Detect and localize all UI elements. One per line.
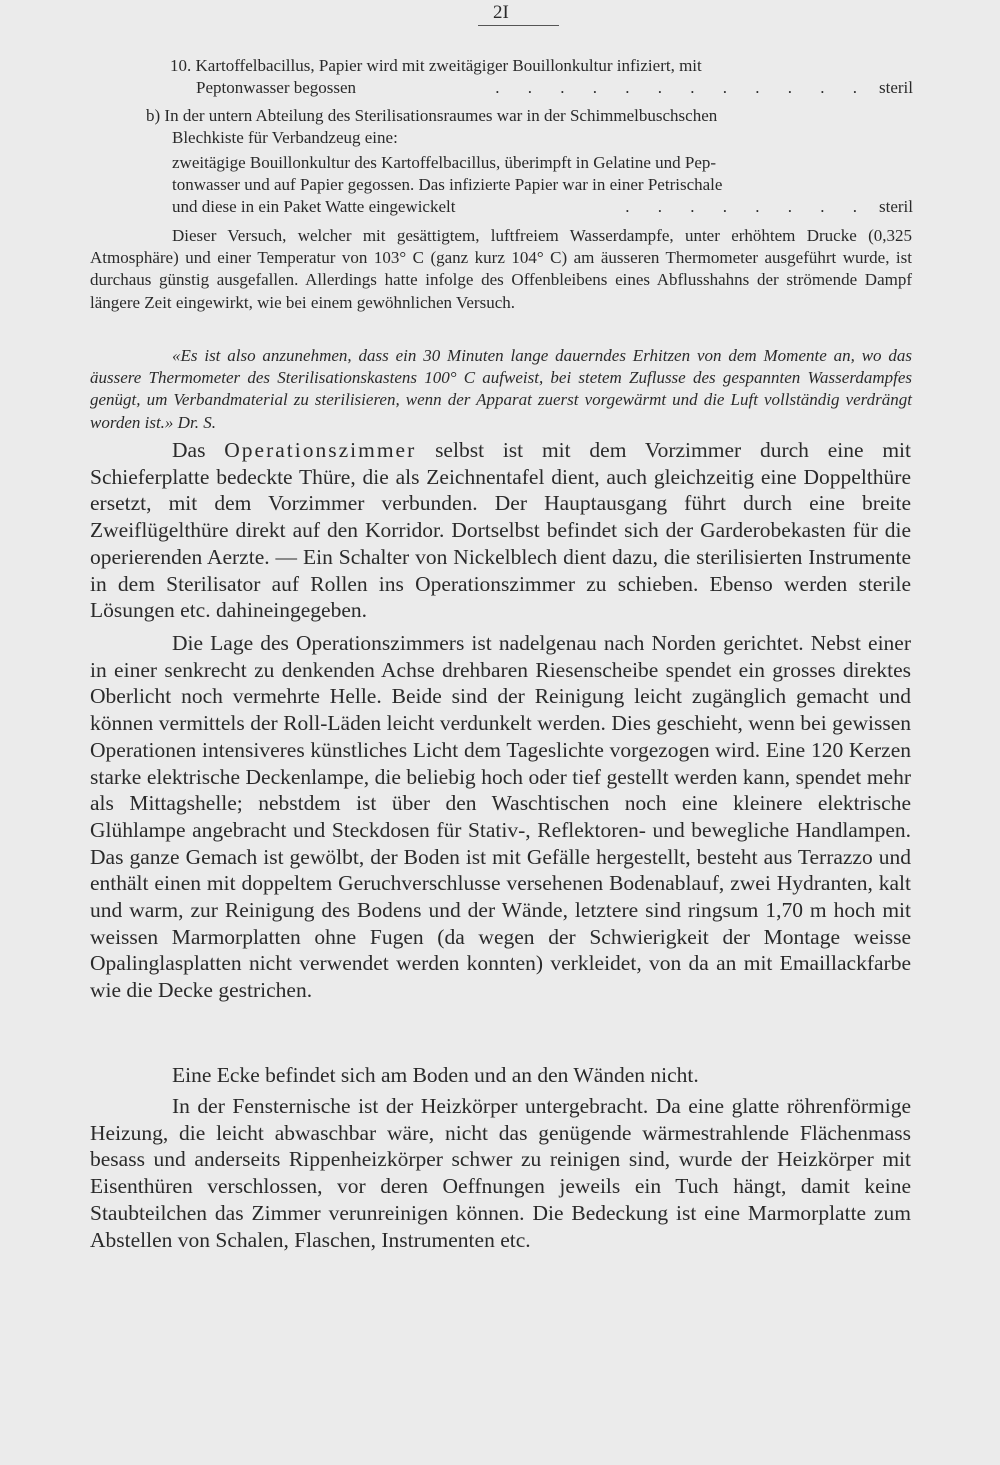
item-10-text: Peptonwasser begossen xyxy=(196,78,357,98)
item-b xyxy=(146,105,914,149)
culture-line3 xyxy=(172,196,913,218)
culture-dots: . . . . . . . . xyxy=(625,197,869,217)
culture-line1: zweitägige Bouillonkultur des Kartoffelbacillus, überimpft in Gelatine und Pep- xyxy=(172,153,717,172)
operationszimmer-paragraph xyxy=(90,437,911,624)
culture-line2: tonwasser und auf Papier gegossen. Das infizierte Papier war in einer Petrischale xyxy=(172,175,723,195)
item-b-line2: Blechkiste für Verbandzeug eine: xyxy=(172,128,398,148)
p1-spaced-term: Operationszimmer xyxy=(224,438,417,462)
fensternische-paragraph: In der Fensternische ist der Heizkörper untergebracht. Da eine glatte röhrenförmige Heizung, die leicht abwaschbar wäre, nicht das genügende wärmestrahlende Flächenmass besass und anderseits Rippenheizkörper schwer zu reinigen sind, wurde der Heizkörper mit Eisenthüren verschlossen, vor deren Oeffnungen jeweils ein Tuch hängt, damit keine Staubteilchen das Zimmer verunreinigen können. Die Bedeckung ist eine Marmorplatte zum Abstellen von Schalen, Flaschen, Instrumenten etc. xyxy=(90,1094,911,1252)
item-10-result: steril xyxy=(879,78,913,98)
culture-entry xyxy=(172,152,913,219)
versuch-paragraph: Dieser Versuch, welcher mit gesättigtem, luftfreiem Wasserdampfe, unter erhöhtem Drucke (0,325 Atmosphäre) und einer Temperatur von 103° C (ganz kurz 104° C) am äusseren Thermometer ausgeführt wurde, ist durchaus günstig ausgefallen. Allerdings hatte infolge des Offenbleibens eines Abflusshahns der strömende Dampf längere Zeit eingewirkt, wie bei einem gewöhnlichen Versuch. xyxy=(90,226,912,312)
item-b-line1: b) In der untern Abteilung des Sterilisationsraumes war in der Schimmelbuschschen xyxy=(146,106,718,125)
culture-result: steril xyxy=(879,197,913,217)
p1-lead: Das xyxy=(172,438,225,462)
item-10 xyxy=(170,55,913,99)
page-number: 2I xyxy=(478,2,559,26)
item-10-line2 xyxy=(170,77,913,99)
lage-paragraph: Die Lage des Operationszimmers ist nadelgenau nach Norden gerichtet. Nebst einer in einer senkrecht zu denkenden Achse drehbaren Riesenscheibe spendet ein grosses direktes Oberlicht noch vermehrte Helle. Beide sind der Reinigung leicht zugänglich gemacht und können vermittels der Roll-Läden leicht verdunkelt werden. Dies geschieht, wenn bei gewissen Operationen intensiveres künstliches Licht dem Tageslichte vorgezogen wird. Eine 120 Kerzen starke elektrische Deckenlampe, die beliebig hoch oder tief gestellt werden kann, spendet mehr als Mittagshelle; nebstdem ist über den Waschtischen noch eine kleinere elektrische Glühlampe angebracht und Steckdosen für Stativ-, Reflektoren- und bewegliche Handlampen. Das ganze Gemach ist gewölbt, der Boden ist mit Gefälle hergestellt, besteht aus Terrazzo und enthält einen mit doppeltem Geruchverschlusse versehenen Bodenablauf, zwei Hydranten, kalt und warm, zur Reinigung des Bodens und der Wände, letztere sind ringsum 1,70 m hoch mit weissen Marmorplatten ohne Fugen (da wegen der Schwierigkeit der Montage weisse Opalinglasplatten nicht verwendet werden konnten) verkleidet, von da an mit Emaillackfarbe wie die Decke gestrichen. xyxy=(90,631,911,1003)
item-10-dots: . . . . . . . . . . . . xyxy=(495,78,869,98)
p1-rest: selbst ist mit dem Vorzimmer durch eine mit Schieferplatte bedeckte Thüre, die als Zeichnentafel dient, auch gleichzeitig eine Doppelthüre ersetzt, mit dem Vorzimmer verbunden. Der Hauptausgang führt durch eine breite Zweiflügelthüre direkt auf den Korridor. Dortselbst befindet sich der Garderobekasten für die operierenden Aerzte. — Ein Schalter von Nickelblech dient dazu, die sterilisierten Instrumente in dem Sterilisator auf Rollen ins Operationszimmer zu schieben. Ebenso werden sterile Lösungen etc. dahineingegeben. xyxy=(90,438,912,623)
culture-text: und diese in ein Paket Watte eingewickelt xyxy=(172,197,456,217)
item-10-line1: 10. Kartoffelbacillus, Papier wird mit zweitägiger Bouillonkultur infiziert, mit xyxy=(170,56,702,75)
ecke-paragraph: Eine Ecke befindet sich am Boden und an den Wänden nicht. xyxy=(172,1063,699,1087)
quote-paragraph: «Es ist also anzunehmen, dass ein 30 Minuten lange dauerndes Erhitzen von dem Momente an, wo das äussere Thermometer des Sterilisationskastens 100° C aufweist, bei stetem Zuflusse des gespannten Wasserdampfes genügt, um Verbandmaterial zu sterilisieren, wenn der Apparat zuerst vorgewärmt und die Luft vollständig verdrängt worden ist.» Dr. S. xyxy=(90,346,912,432)
